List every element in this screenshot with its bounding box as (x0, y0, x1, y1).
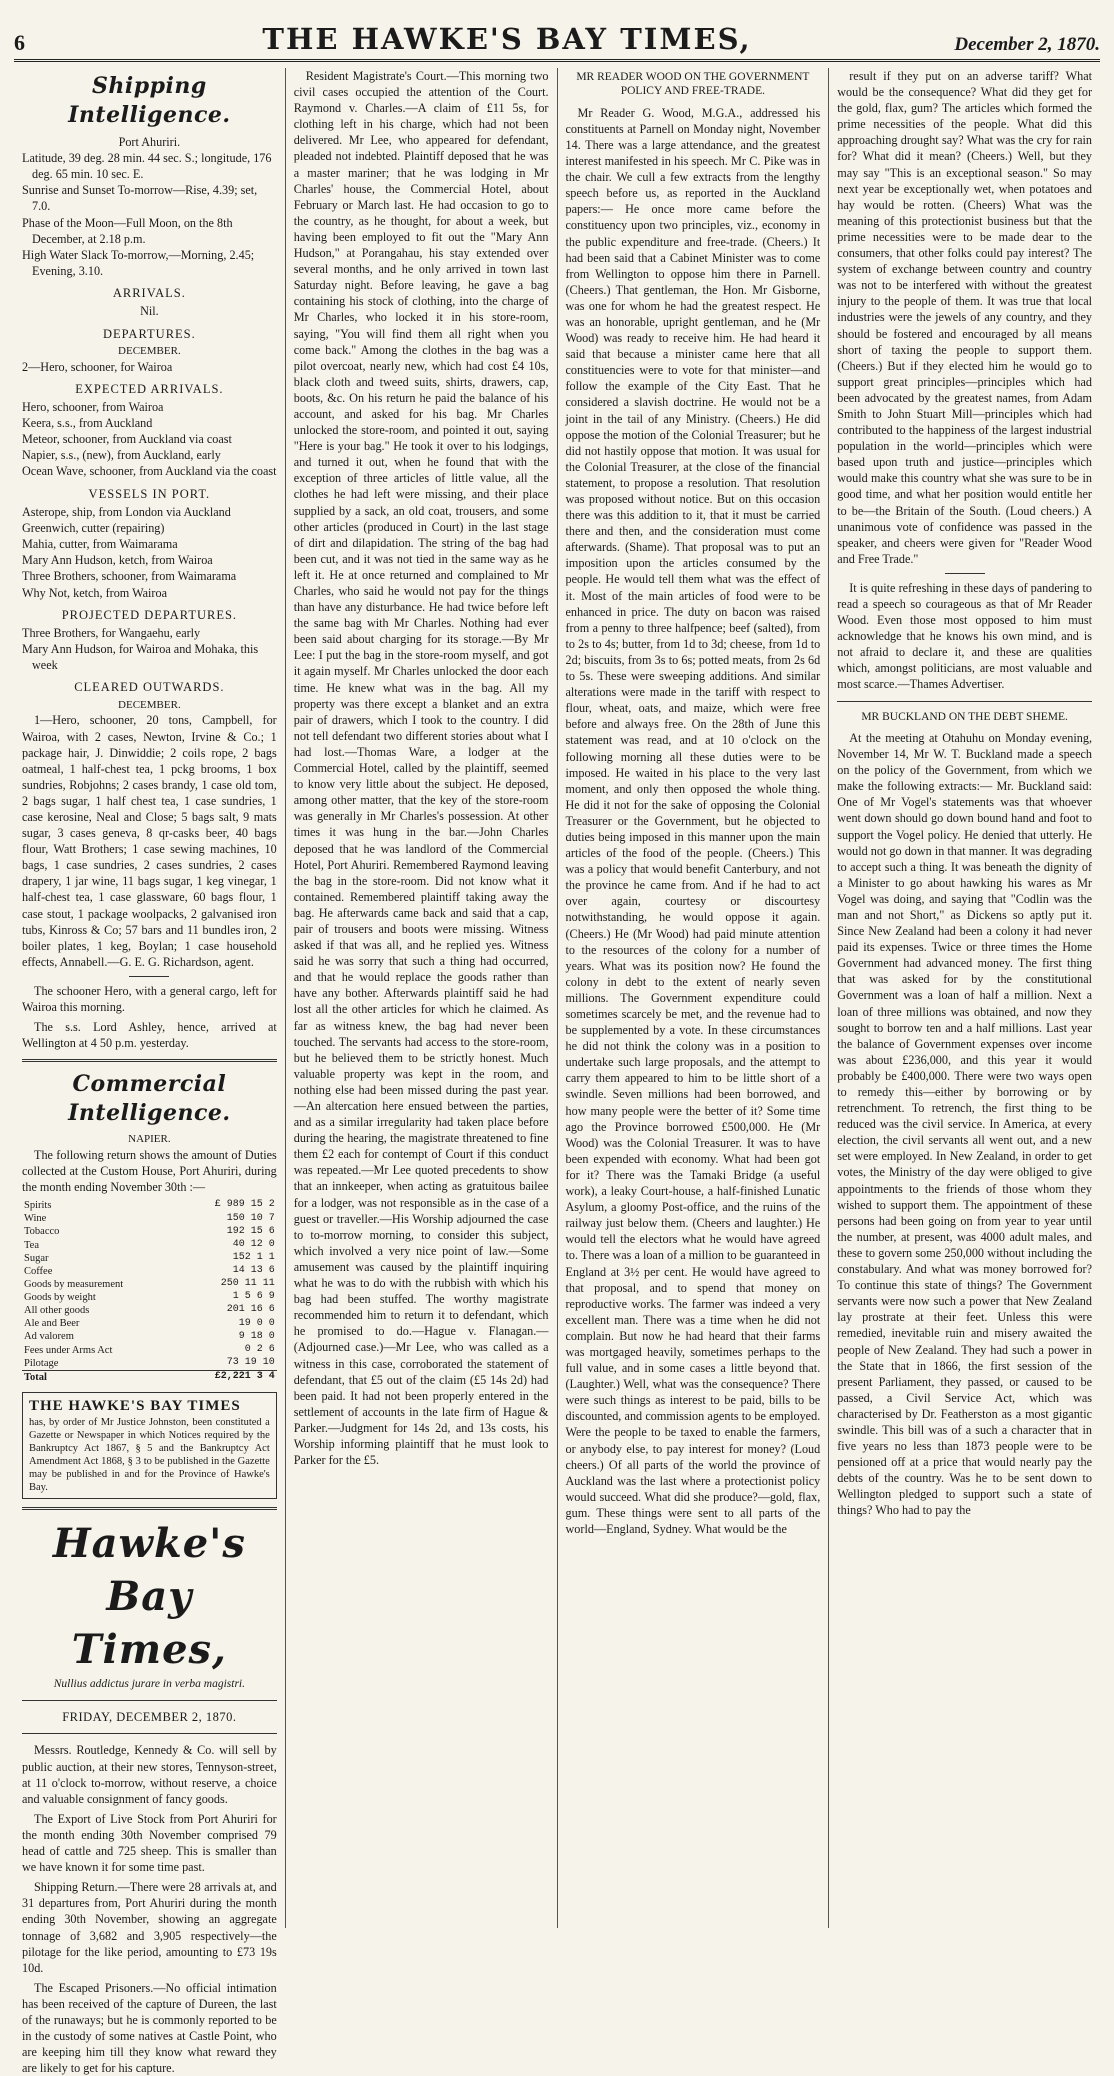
divider (837, 701, 1092, 702)
duty-item: Sugar (24, 1252, 49, 1264)
table-row (22, 1344, 277, 1357)
paragraph: The Escaped Prisoners.—No official intimation has been received of the capture of Dureen, the last of the runaways; but he is commonly reported to be in the custody of some natives at Castle Point, who are keeping him till they know what reward they are likely to get for his capture. (22, 1980, 277, 2076)
departures-month: DECEMBER. (118, 345, 181, 357)
masthead (14, 18, 1100, 62)
projected-heading: PROJECTED DEPARTURES. (61, 607, 238, 622)
info-line: Sunrise and Sunset To-morrow—Rise, 4.39; set, 7.0. (22, 183, 258, 214)
dateline: FRIDAY, DECEMBER 2, 1870. (62, 1709, 237, 1724)
vessel-item: Three Brothers, schooner, from Waimarama (22, 569, 237, 584)
duty-amount: 250 11 11 (220, 1278, 275, 1290)
table-row (22, 1278, 277, 1291)
vessels-heading: VESSELS IN PORT. (88, 486, 211, 501)
duty-item: Tobacco (24, 1226, 60, 1238)
table-row (22, 1317, 277, 1330)
vessel-item: Mary Ann Hudson, ketch, from Wairoa (22, 553, 213, 568)
notice-title: THE HAWKE'S BAY TIMES (29, 1397, 241, 1414)
vessel-item: Greenwich, cutter (repairing) (22, 521, 165, 536)
table-row (22, 1265, 277, 1278)
duty-amount: 152 1 1 (232, 1251, 275, 1263)
duty-amount: 73 19 10 (226, 1356, 275, 1368)
article-heading: MR READER WOOD ON THE GOVERNMENT POLICY AND FREE-TRADE. (576, 71, 810, 98)
duty-amount: 150 10 7 (226, 1212, 275, 1224)
shipping-heading: Shipping Intelligence. (68, 73, 231, 129)
table-row (22, 1199, 277, 1212)
returns-intro: The following return shows the amount of Duties collected at the Custom House, Port Ahuriri, during the month ending November 30th :— (22, 1147, 277, 1195)
paragraph: The Export of Live Stock from Port Ahuriri for the month ending 30th November comprised 79 head of cattle and 725 sheep. This is smaller than we have known it for some time past. (22, 1811, 277, 1875)
duty-amount: 9 18 0 (238, 1330, 275, 1342)
columns (14, 68, 1100, 2076)
duty-amount: 1 5 6 9 (232, 1291, 275, 1303)
motto: Nullius addictus jurare in verba magistri. (53, 1677, 245, 1690)
expected-item: Meteor, schooner, from Auckland via coast (22, 432, 232, 447)
duty-amount: £ 989 15 2 (214, 1199, 275, 1211)
duties-table (22, 1199, 277, 1384)
divider (129, 976, 169, 977)
divider (22, 1700, 277, 1701)
gazette-notice (22, 1392, 277, 1500)
vessel-item: Mahia, cutter, from Waimarama (22, 537, 178, 552)
column-2 (286, 68, 558, 1928)
expected-item: Napier, s.s., (new), from Auckland, early (22, 448, 221, 463)
table-row (22, 1357, 277, 1371)
paragraph: Messrs. Routledge, Kennedy & Co. will sell by public auction, at their new stores, Tennyson-street, at 11 o'clock to-morrow, without reserve, a choice and valuable consignment of fancy goods. (22, 1743, 277, 1806)
napier-label: NAPIER. (128, 1133, 171, 1146)
duty-item: Spirits (24, 1200, 52, 1212)
info-line: Phase of the Moon—Full Moon, on the 8th December, at 2.18 p.m. (22, 215, 233, 246)
projected-item: Three Brothers, for Wangaehu, early (22, 626, 201, 641)
table-row (22, 1291, 277, 1304)
departure-line: 2—Hero, schooner, for Wairoa (22, 359, 173, 374)
expected-item: Keera, s.s., from Auckland (22, 416, 153, 431)
duty-item: Goods by weight (24, 1292, 96, 1304)
duty-item: Fees under Arms Act (24, 1344, 113, 1356)
paper-title: THE HAWKE'S BAY TIMES, (262, 22, 752, 56)
cleared-month: DECEMBER. (118, 698, 181, 711)
info-line: Latitude, 39 deg. 28 min. 44 sec. S.; longitude, 176 deg. 65 min. 10 sec. E. (22, 151, 272, 182)
info-line: High Water Slack To-morrow,—Morning, 2.45; Evening, 3.10. (22, 247, 255, 278)
article-body: result if they put on an adverse tariff? What would be the consequence? What did they get for the gold, flax, gum? The articles which formed the prime necessities of the people. What did this approaching drought say? What was the cry for rain for? What did it mean? (Cheers.) Well, but they may say "This is an exceptional season." So may next year be exceptionally wet, when potatoes and hay would be rotten. (Cheers) What was the meaning of this protectionist business but that the prime necessities were to be made dear to the consumers, that other folks could pay interest? The system of exchange between country and country was not to be interfered with without the greatest injury to the people of them. It was true that local industries were the jewels of any country, and they should be fostered and encouraged by all means short of taxing the people to support them. (Cheers.) But if they elected him he would go to support great principles—principles which had been advocated by the greatest names, from Adam Smith to John Stuart Mill—principles which had contributed to the happiness of the largest industrial population in the world—principles which were based upon truth and justice—principles which would make this country what she was sure to be in good time, and what her position would entitle her to be—the Britain of the South. (Loud cheers.) A unanimous vote of confidence was passed in the speaker, and cheers were given for "Reader Wood and Free Trade." (837, 69, 1092, 566)
shipping-note: The s.s. Lord Ashley, hence, arrived at Wellington at 4 50 p.m. yesterday. (22, 1020, 277, 1051)
duty-amount: 201 16 6 (226, 1304, 275, 1316)
duty-amount: 14 13 6 (232, 1265, 275, 1277)
table-row (22, 1239, 277, 1252)
vessel-item: Asterope, ship, from London via Auckland (22, 505, 231, 520)
divider (945, 573, 985, 574)
expected-item: Ocean Wave, schooner, from Auckland via the coast (22, 464, 277, 479)
port-name: Port Ahuriri. (118, 135, 181, 150)
table-row-total (22, 1370, 277, 1384)
article-body: It is quite refreshing in these days of pandering to read a speech so courageous as that of Mr Reader Wood. Even those most opposed to him must acknowledge that he knows his own mind, and is not afraid to declare it, and these are qualities which, amongst politicians, are most valuable and most scarce.—Thames Advertiser. (837, 580, 1092, 692)
cleared-heading: CLEARED OUTWARDS. (74, 680, 225, 695)
table-row (22, 1330, 277, 1343)
expected-heading: EXPECTED ARRIVALS. (75, 381, 224, 396)
court-report: Resident Magistrate's Court.—This morning two civil cases occupied the attention of the Court. Raymond v. Charles.—A claim of £11 5s, for clothing left in his charge, which had not been delivered. Mr Lee, who appeared for defendant, pleaded not indebted. Plaintiff deposed that he was a master mariner; that he was lodging in Mr Charles' house, the Commercial Hotel, about February or March last. He had occasion to go to the country, as he thought, for about a week, but having been employed to fit out the "Mary Ann Hudson," at Porangahau, his stay extended over several months, and he only arrived in town last Saturday night. Before leaving, he gave a bag containing his stock of clothing, into the charge of Mr Charles, who locked it in his store-room, saying, "You will find them all right when you come back." Among the clothes in the bag was a pilot overcoat, nearly new, which had cost £4 10s, black cloth and tweed suits, shirts, drawers, cap, boots, &c. On his return he paid the balance of his account, and asked for his bag. Mr Charles unlocked the store-room, and pointed it out, saying "Here is your bag." He took it over to his lodgings, and turned it out, when he found that with the exception of three articles of little value, all the clothes he had left were missing, and their place supplied by a sack, an old coat, trousers, and some other articles (produced in Court) in the last stage of dirt and dilapidation. The string of the bag had been cut, and it was not tied in the same way as he left it. He at once returned and complained to Mr Charles, who said he would not pay for the things than have any disturbance. He had twice before left the same bag with Mr Charles. Nothing had ever been said about charging for its storage.—By Mr Lee: I put the bag in the store-room myself, and got it again myself. Mr Charles unlocked the door each time. He knew what was in the bag. All my property was there except a blanket and an extra pair of drawers, which I took to the country. I did not tell defendant two different stories about what I had lost.—Thomas Ware, a lodger at the Commercial Hotel, called by the plaintiff, seemed to know very little about the subject. He deposed, among other matter, that the key of the store-room was generally in Mr Charles's possession. At other times it was hung in the bar.—John Charles deposed that he was landlord of the Commercial Hotel, Port Ahuriri. Remembered Raymond leaving the bag in the store-room. Did not know what it contained. Remembered plaintiff taking away the bag. He afterwards came back and said that a cap, pair of trousers and boots were missing. Witness asked if that was all, and he replied yes. Witness said he was sorry that such a thing had occurred, and that he would replace the goods rather than have any bother. Afterwards plaintiff said he had lost all the other articles for which he claimed. As far as witness knew, the bag had never been touched. The servants had access to the store-room, but he believed them to be strictly honest. Much valuable property was kept in the room, and nothing else had been missed during the past year.—An altercation here ensued between the parties, and as a similar irregularity had taken place before during the hearing, the magistrate threatened to fine them £2 each for contempt of Court if this conduct was repeated.—Mr Lee quoted precedents to show that an innkeeper, when acting as gratuitous bailee for a lodger, was not responsible as in the case of a guest or traveller.—His Worship adjourned the case to to-morrow morning, to consider this subject, which involved a very nice point of law.—Some amusement was caused by the plaintiff inquiring what he was to do with the rubbish with which his bag had been stuffed. The worthy magistrate recommended him to return it to defendant, which he promised to do.—Hague v. Flanagan.—(Adjourned case.)—Mr Lee, who was called as a witness in this case, corroborated the statement of defendant, that £5 out of the claim (£5 14s 2d) had been paid. It had not been properly entered in the settlement of accounts in the late firm of Hague & Parker.—Judgment for 14s 2d, and 13s costs, his Worship informing plaintiff that he must look to Parker for the £5. (293, 69, 549, 1468)
departures-heading: DEPARTURES. (102, 326, 196, 341)
shipping-note: The schooner Hero, with a general cargo, left for Wairoa this morning. (22, 983, 277, 1015)
projected-item: Mary Ann Hudson, for Wairoa and Mohaka, this week (22, 642, 259, 673)
duty-amount: 19 0 0 (238, 1317, 275, 1329)
duty-item: Coffee (24, 1265, 53, 1277)
duty-item: Ad valorem (24, 1331, 74, 1343)
duty-item: Tea (24, 1239, 40, 1251)
table-row (22, 1304, 277, 1317)
duty-amount: 40 12 0 (232, 1238, 275, 1250)
duty-item: Pilotage (24, 1357, 59, 1369)
table-row (22, 1212, 277, 1225)
divider (22, 1507, 277, 1510)
paper-name: Hawke's Bay Times, (52, 1520, 246, 1674)
paragraph: Shipping Return.—There were 28 arrivals at, and 31 departures from, Port Ahuriri during the month ending 30th November, showing an aggregate tonnage of 3,682 and 3,905 respectively—the pilotage for the like period, amounting to £73 19s 10d. (22, 1880, 277, 1975)
issue-date: December 2, 1870. (954, 34, 1100, 55)
notice-text: has, by order of Mr Justice Johnston, been constituted a Gazette or Newspaper in which Notices required by the Bankruptcy Act 1867, § 5 and the Bankruptcy Act Amendment Act 1868, § 3 to be published in the Gazette may be published in and for the Province of Hawke's Bay. (29, 1416, 270, 1494)
column-3 (558, 68, 830, 1928)
divider (22, 1059, 277, 1062)
total-label: Total (22, 1370, 179, 1384)
cleared-text: 1—Hero, schooner, 20 tons, Campbell, for Wairoa, with 2 cases, Newton, Irvine & Co.; 1 package hair, J. Dinwiddie; 2 coils rope, 2 bags oatmeal, 1 half-chest tea, 1 pckg brooms, 1 box sundries, Robjohns; 2 cases brandy, 1 case old tom, 2 bags sugar, 1 half chest tea, 1 case sundries, 1 case kerosine, Neal and Close; 5 bags salt, 9 mats sugar, 3 cases geneva, 8 qr-casks beer, 40 bags flour, Watt Brothers; 1 case sewing machines, 10 bags, 1 case sundries, 2 cases sundries, 2 cases drapery, 1 jar wine, 11 bags sugar, 1 keg vinegar, 1 half-chest tea, 1 case glassware, 60 bags flour, 1 case stout, 1 package woolpacks, 2 galvanised iron tubs, Kinross & Co; 57 bars and 11 bundles iron, 2 boiler plates, 1 keg, Boylan; 1 case household effects, Annabell.—G. E. G. Richardson, agent. (22, 713, 277, 969)
table-row (22, 1252, 277, 1265)
duty-amount: 192 15 6 (226, 1225, 275, 1237)
duty-item: Wine (24, 1213, 47, 1225)
duty-amount: 0 2 6 (244, 1343, 275, 1355)
divider (22, 1733, 277, 1734)
column-1 (14, 68, 286, 2076)
total-value: £2,221 3 4 (179, 1370, 277, 1384)
vessel-item: Why Not, ketch, from Wairoa (22, 585, 167, 600)
commercial-heading: Commercial Intelligence. (68, 1071, 231, 1127)
expected-item: Hero, schooner, from Wairoa (22, 400, 164, 415)
column-4 (829, 68, 1100, 1928)
article-body: At the meeting at Otahuhu on Monday evening, November 14, Mr W. T. Buckland made a speech on the policy of the Government, from which we make the following extracts:— Mr. Buckland said: One of Mr Vogel's statements was that whoever went down should go down bound hand and foot to support the Vogel policy. He denied that utterly. He would not go down in that manner. It was degrading to accept such a thing. It was beneath the dignity of a Minister to go about hawking his wares as Mr Vogel was doing, and saying that "Codlin was the man and not Short," as Dickens so aptly put it. Since New Zealand had been a colony it had never paid its expenses. Twice or three times the Home Government had advanced money. The first thing that was asked for by the constitutional Government was a loan of half a million. Next a loan of three millions was obtained, and now they sought to borrow ten and a half millions. Last year the balance of Government expenses over income was about £236,000, and this year it would probably be £400,000. There were two ways open to remedy this—either by borrowing or by retrenchment. To retrench, the first thing to be reduced was the civil service. In America, at every election, the civil servants all went out, and a new set were employed. In New Zealand, in order to get votes, the Ministry of the day were obliged to give appointments to the friends of those whom they wished to support them. The appointment of these persons had been going on from year to year until the number, at present, was 4000 adult males, and these to govern some 250,000 without including the constabulary. And what was money borrowed for? To continue this state of things? The Government servants were now such a power that New Zealand lay prostrate at their feet. Unless this were remedied, inevitable ruin and misery awaited the people of New Zealand. They had such a power in the State that in 1866, the first session of the present Parliament, they passed, or caused to be passed, a Civil Service Act, which was characterised by Dr. Featherston as a most gigantic swindle. This bill was of a such a character that in five years no less than 1873 people were to be pensioned off at a price that would nearly pay the debts of the country. Was he to be sent down to Wellington pledged to support such a state of things? Who had to pay the (837, 730, 1092, 1518)
duty-item: All other goods (24, 1305, 90, 1317)
table-row (22, 1225, 277, 1238)
arrivals-text: Nil. (140, 304, 159, 319)
duty-item: Goods by measurement (24, 1278, 124, 1290)
arrivals-heading: ARRIVALS. (112, 285, 186, 300)
article-body: Mr Reader G. Wood, M.G.A., addressed his constituents at Parnell on Monday night, November 14. There was a large attendance, and the greatest interest manifested in his speech. Mr C. Pike was in the chair. We cull a few extracts from the lengthy speech before us, as reported in the Auckland papers:— He once more came before the constituency upon two principles, viz., economy in the public expenditure and free-trade. (Cheers.) It had been said that a Cabinet Minister was to come from Wellington to oppose him there in Parnell. (Cheers.) That gentleman, the Hon. Mr Gisborne, was one for whom he had the greatest respect. He was an honorable, upright gentleman, and he (Mr Wood) was ready to receive him. He had heard it said that because a minister came here that all constituencies were to vote for that minister—and follow the example of the City East. That he considered a slavish doctrine. He would not be a joint in the tail of any Ministry. (Cheers.) He did oppose the motion of the Colonial Treasurer; but he did not hastily oppose that motion. It was usual for the Colonial Treasurer, at the close of the financial statement, to propose a resolution. That resolution was proposed without notice. But on this occasion there was this addition to it, that it must be carried there and then, and the consideration must come afterwards. (Shame). That proposal was to put an imposition upon the articles consumed by the people. He would tell them what was the effect of it. Most of the main articles of food were to be enhanced in price. The duty on bacon was raised from a penny to three halfpence; beef (salted), from to 2s to 4s; butter, from 1d to 3d; cheese, from 1d to 2d; biscuits, from 3s to 6s; potted meats, from 2s 6d to 5s. These were sweeping additions. And similar alterations were made in the tariff with respect to flour, wheat, oats, and maize, which were free before and always free. On the 28th of June this statement was read, and at 10 o'clock on the following morning all these duties were to be imposed. He waited in his place to the very last moment, and only then opposed the whole thing. He did it not for the sake of opposing the Colonial Treasurer or the Government, but he objected to duties being imposed in this manner upon the main articles of the food of the people. (Cheers.) This was a policy that would benefit Canterbury, and not the province he came from. And if he had to act over again, courtesy or discourtesy notwithstanding, he would oppose it again. (Cheers.) He (Mr Wood) had paid minute attention to the resources of the colony for a number of years. What was its position now? He found the colony in debt to the extent of nearly seven millions. The Government expenditure could sometimes scarcely be met, and the revenue had to be supplemented by a vote. In these circumstances he did not think the colony was in a position to undertake such large proposals, and the attempt to carry them appeared to him to be little short of a swindle. Seven millions had been borrowed, and how many people were the better of it? Some time ago the Province borrowed £500,000. He (Mr Wood) was the Colonial Treasurer. It was to have been expended with economy. What had been got for it? There was the Tamaki Bridge (a useful work), a leaky Court-house, a half-finished Lunatic Asylum, a gloomy Post-office, and the ruins of the railway just below them. (Cheers and laughter.) He would tell the electors what he would have agreed to. There was a loan of a million to be guaranteed in England at 3½ per cent. He would have agreed to that proposal, and to spend that money on reproductive works. The farmer was indeed a very excellent man. There was a time when he did not complain. But now he had heard that their farms was mortgaged heavily, sometimes perhaps to the full value, and in some cases a little beyond that. (Laughter.) Well, what was the consequence? There were such things as interest to be paid, bills to be discounted, and commission agents to be employed. Were the people to be taxed to enable the farmers, or anybody else, to pay interest for money? (Loud cheers.) Of all parts of the world the province of Auckland was the last where a protectionist policy would succeed. What did she produce?—gold, flax, gum. These things were sent to all parts of the world—England, Sydney. What would be the (565, 105, 821, 1536)
duty-item: Ale and Beer (24, 1318, 80, 1330)
page-number: 6 (14, 30, 25, 55)
article-heading: MR BUCKLAND ON THE DEBT SHEME. (861, 710, 1068, 723)
